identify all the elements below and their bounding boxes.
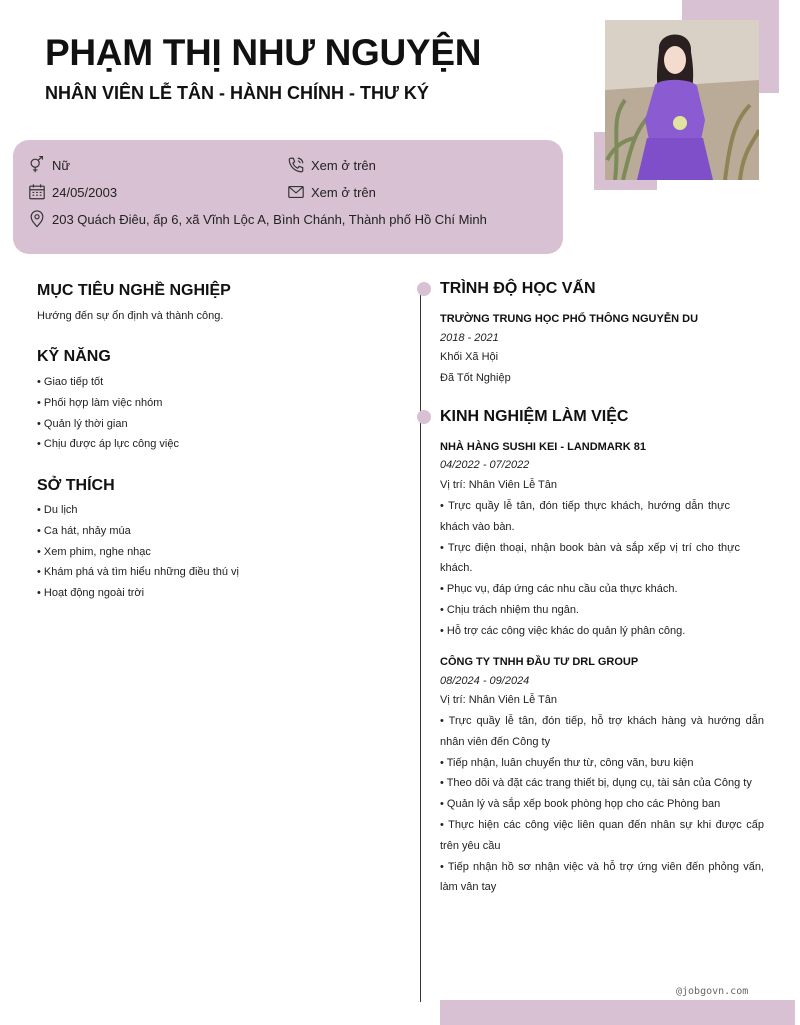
- job-position: Vị trí: Nhân Viên Lễ Tân: [440, 479, 557, 491]
- list-item: • Chịu được áp lực công việc: [37, 438, 179, 451]
- list-item: • Giao tiếp tốt: [37, 376, 104, 388]
- contact-email: [287, 183, 376, 201]
- profile-photo: [605, 20, 759, 180]
- list-item: • Xem phim, nghe nhạc: [37, 545, 151, 558]
- job-period: 08/2024 - 09/2024: [440, 675, 530, 687]
- experience-heading: KINH NGHIỆM LÀM VIỆC: [440, 408, 629, 425]
- contact-gender: [28, 156, 70, 174]
- list-item: • Hoạt động ngoài trời: [37, 587, 145, 600]
- objective-text: Hướng đến sự ổn định và thành công.: [37, 310, 224, 322]
- list-item: • Quản lý và sắp xếp book phòng họp cho các Phòng ban: [440, 798, 721, 811]
- email-value: Xem ở trên: [311, 184, 376, 200]
- contact-address: [28, 210, 487, 228]
- watermark: @jobgovn.com: [676, 986, 749, 997]
- objective-heading: MỤC TIÊU NGHỀ NGHIỆP: [37, 282, 231, 299]
- list-item: • Ca hát, nhảy múa: [37, 524, 131, 537]
- list-item: • Phối hợp làm việc nhóm: [37, 396, 163, 409]
- list-item: • Chịu trách nhiệm thu ngân.: [440, 603, 579, 616]
- list-item: • Theo dõi và đặt các trang thiết bị, dụng cụ, tài sản của Công ty: [440, 777, 752, 790]
- calendar-icon: [28, 183, 46, 201]
- location-pin-icon: [28, 210, 46, 228]
- phone-value: Xem ở trên: [311, 157, 376, 173]
- list-item: • Thực hiện các công việc liên quan đến nhân sự khi được cấp trên yêu cầu: [440, 818, 764, 852]
- skills-list: [37, 372, 179, 455]
- education-period: 2018 - 2021: [440, 332, 499, 344]
- phone-icon: [287, 156, 305, 174]
- school-name: TRƯỜNG TRUNG HỌC PHỔ THÔNG NGUYỄN DU: [440, 313, 699, 325]
- contact-dob: [28, 183, 117, 201]
- education-major: Khối Xã Hội: [440, 351, 499, 363]
- job-company: CÔNG TY TNHH ĐẦU TƯ DRL GROUP: [440, 656, 639, 668]
- dob-value: 24/05/2003: [52, 184, 118, 200]
- list-item: • Tiếp nhận, luân chuyển thư từ, công văn, bưu kiện: [440, 756, 694, 769]
- hobbies-list: [37, 500, 239, 604]
- contact-phone: [287, 156, 376, 174]
- list-item: • Tiếp nhận hồ sơ nhận việc và hỗ trợ ứng viên đến phỏng vấn, làm vân tay: [440, 860, 764, 894]
- gender-icon: [28, 156, 46, 174]
- timeline-line: [420, 290, 421, 1002]
- timeline-dot-education: [417, 282, 431, 296]
- decor-block-bottom: [440, 1000, 795, 1025]
- candidate-name: PHẠM THỊ NHƯ NGUYỆN: [45, 32, 482, 73]
- list-item: • Trực quầy lễ tân, đón tiếp thực khách, hướng dẫn thực khách vào bàn.: [440, 500, 730, 533]
- list-item: • Khám phá và tìm hiểu những điều thú vị: [37, 566, 240, 579]
- address-value: 203 Quách Điêu, ấp 6, xã Vĩnh Lộc A, Bình Chánh, Thành phố Hồ Chí Minh: [52, 211, 487, 227]
- skills-heading: KỸ NĂNG: [37, 348, 111, 365]
- job-title: NHÂN VIÊN LỄ TÂN - HÀNH CHÍNH - THƯ KÝ: [45, 83, 429, 103]
- list-item: • Du lịch: [37, 504, 78, 516]
- education-heading: TRÌNH ĐỘ HỌC VẤN: [440, 280, 596, 297]
- education-status: Đã Tốt Nghiệp: [440, 372, 511, 384]
- list-item: • Hỗ trợ các công việc khác do quản lý phân công.: [440, 624, 686, 637]
- gender-value: Nữ: [52, 157, 71, 173]
- list-item: • Phục vụ, đáp ứng các nhu cầu của thực khách.: [440, 583, 678, 596]
- job-duties-list: [440, 711, 764, 898]
- job-position: Vị trí: Nhân Viên Lễ Tân: [440, 694, 557, 706]
- job-period: 04/2022 - 07/2022: [440, 459, 530, 471]
- timeline-dot-experience: [417, 410, 431, 424]
- list-item: • Quản lý thời gian: [37, 417, 128, 430]
- hobbies-heading: SỞ THÍCH: [37, 477, 115, 494]
- list-item: • Trực điện thoại, nhận book bàn và sắp xếp vị trí cho thực khách.: [440, 541, 740, 575]
- job-duties-list: [440, 496, 764, 642]
- list-item: • Trực quầy lễ tân, đón tiếp, hỗ trợ khách hàng và hướng dẫn nhân viên đến Công ty: [440, 715, 764, 748]
- job-company: NHÀ HÀNG SUSHI KEI - LANDMARK 81: [440, 441, 646, 453]
- email-icon: [287, 183, 305, 201]
